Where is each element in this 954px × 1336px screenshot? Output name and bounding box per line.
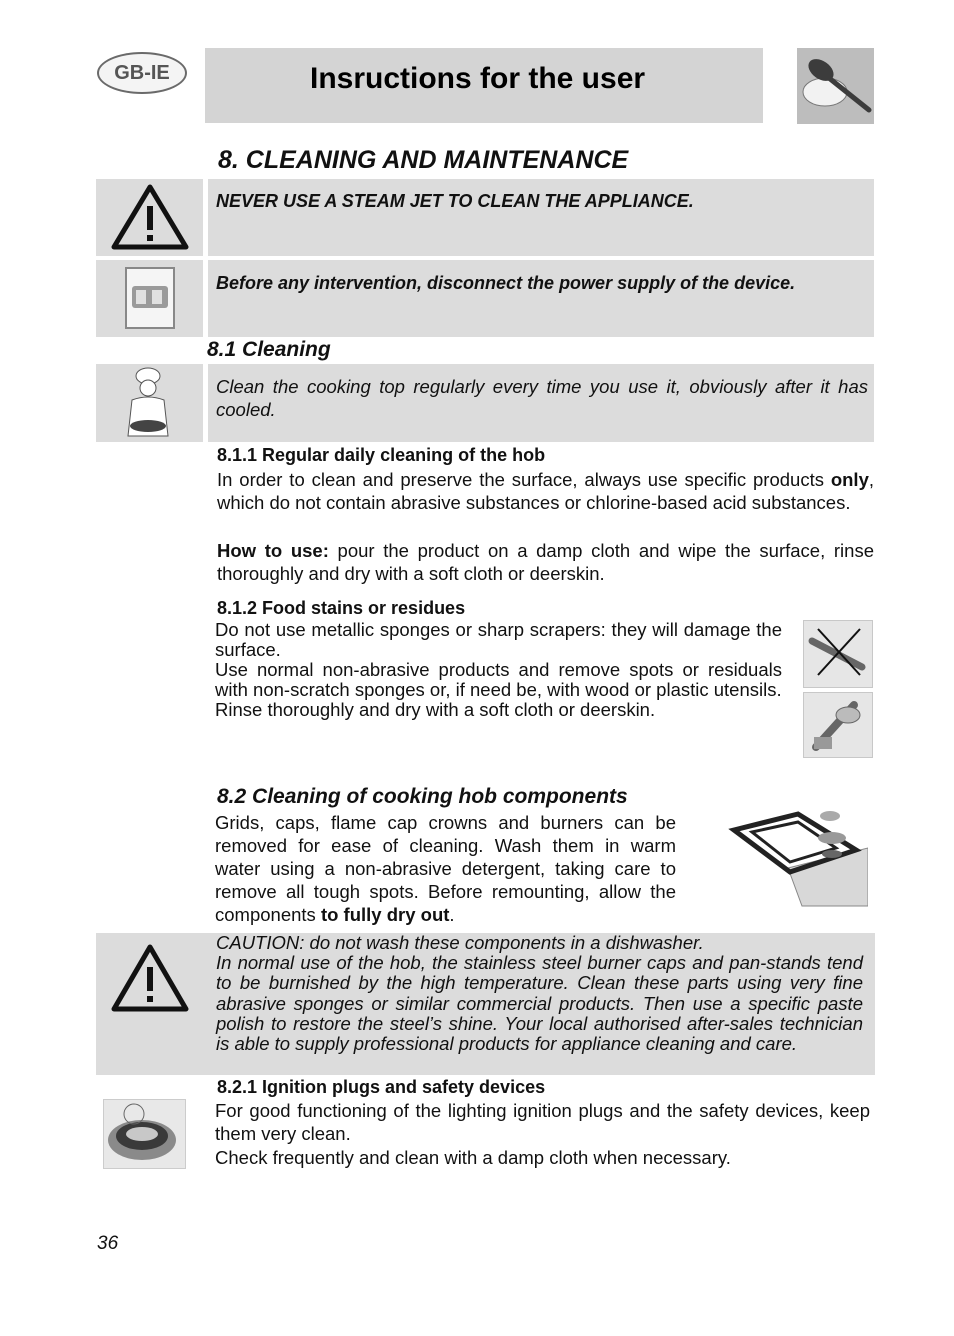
power-switch-icon	[96, 260, 203, 337]
ignition-p1: For good functioning of the lighting ignition plugs and the safety devices, keep them very clean.	[215, 1100, 870, 1144]
daily-p1-text-b: , which do not contain abrasive substances or chlorine-based acid substances.	[217, 469, 874, 513]
daily-p1-text-a: In order to clean and preserve the surface, always use specific products	[217, 469, 831, 490]
daily-cleaning-paragraph-1	[217, 468, 874, 514]
ignition-title: 8.2.1 Ignition plugs and safety devices	[217, 1077, 546, 1097]
food-stains-p1: Do not use metallic sponges or sharp scrapers: they will damage the surface.	[215, 619, 782, 660]
components-bold: to fully dry out	[320, 904, 450, 925]
food-stains-p3: Rinse thoroughly and dry with a soft cloth or deerskin.	[215, 699, 656, 720]
section-title: 8. CLEANING AND MAINTENANCE	[218, 146, 629, 174]
food-stains-p2: Use normal non-abrasive products and remove spots or residuals with non-scratch sponges or, if need be, with wood or plastic utensils.	[215, 659, 782, 700]
cleaning-intro-box	[208, 364, 874, 442]
cleaning-intro-text: Clean the cooking top regularly every time you use it, obviously after it has cooled.	[216, 376, 868, 420]
no-scraper-icon	[803, 620, 873, 688]
warning-power-text: Before any intervention, disconnect the power supply of the device.	[216, 273, 796, 293]
caution-line-2: In normal use of the hob, the stainless steel burner caps and pan-stands tend to be burnished by the high temperature. Clean these parts using very fine abrasive sponges or similar commercial products. Then use a specific paste polish to restore the steel’s shine. Your local authorised after-sales technician is able to supply professional products for appliance cleaning and care.	[216, 952, 863, 1055]
daily-cleaning-paragraph-2	[217, 539, 874, 585]
language-badge: GB-IE	[97, 52, 187, 94]
daily-p2-bold: How to use:	[217, 540, 329, 561]
hob-grid-burner-illustration	[728, 808, 868, 908]
warning-icon-box	[96, 179, 203, 256]
warning-box	[208, 179, 874, 256]
ignition-plug-illustration	[103, 1099, 186, 1169]
ignition-p2: Check frequently and clean with a damp cloth when necessary.	[215, 1147, 731, 1168]
page-number: 36	[97, 1233, 119, 1254]
components-paragraph	[215, 811, 676, 926]
caution-line-1: CAUTION: do not wash these components in a dishwasher.	[216, 932, 704, 953]
components-text-b: .	[449, 904, 455, 925]
cleaning-title: 8.1 Cleaning	[207, 338, 331, 361]
warning-steam-text: NEVER USE A STEAM JET TO CLEAN THE APPLIANCE.	[216, 191, 694, 211]
warning-triangle-icon	[96, 179, 203, 256]
caution-text	[216, 933, 863, 1054]
sponge-hand-icon	[803, 692, 873, 758]
page-title: Insructions for the user	[310, 62, 646, 95]
chef-icon-box	[96, 364, 203, 442]
caution-icon-box	[96, 933, 203, 1029]
daily-p1-bold: only	[830, 469, 869, 490]
daily-p2-text: pour the product on a damp cloth and wipe the surface, rinse thoroughly and dry with a soft cloth or deerskin.	[217, 540, 874, 584]
power-warning-box	[208, 260, 874, 337]
chef-spoon-icon	[797, 48, 874, 124]
food-stains-title: 8.1.2 Food stains or residues	[217, 598, 466, 618]
chef-icon	[96, 364, 203, 442]
warning-triangle-icon	[96, 933, 203, 1029]
daily-cleaning-title: 8.1.1 Regular daily cleaning of the hob	[217, 445, 546, 465]
components-text-a: Grids, caps, flame cap crowns and burners can be removed for ease of cleaning. Wash them in warm water using a non-abrasive detergent, taking care to remove all tough spots. Before remounting, allow the components	[215, 812, 676, 925]
power-icon-box	[96, 260, 203, 337]
food-stains-body	[215, 620, 782, 720]
components-title: 8.2 Cleaning of cooking hob components	[217, 785, 628, 808]
ignition-body	[215, 1099, 870, 1169]
